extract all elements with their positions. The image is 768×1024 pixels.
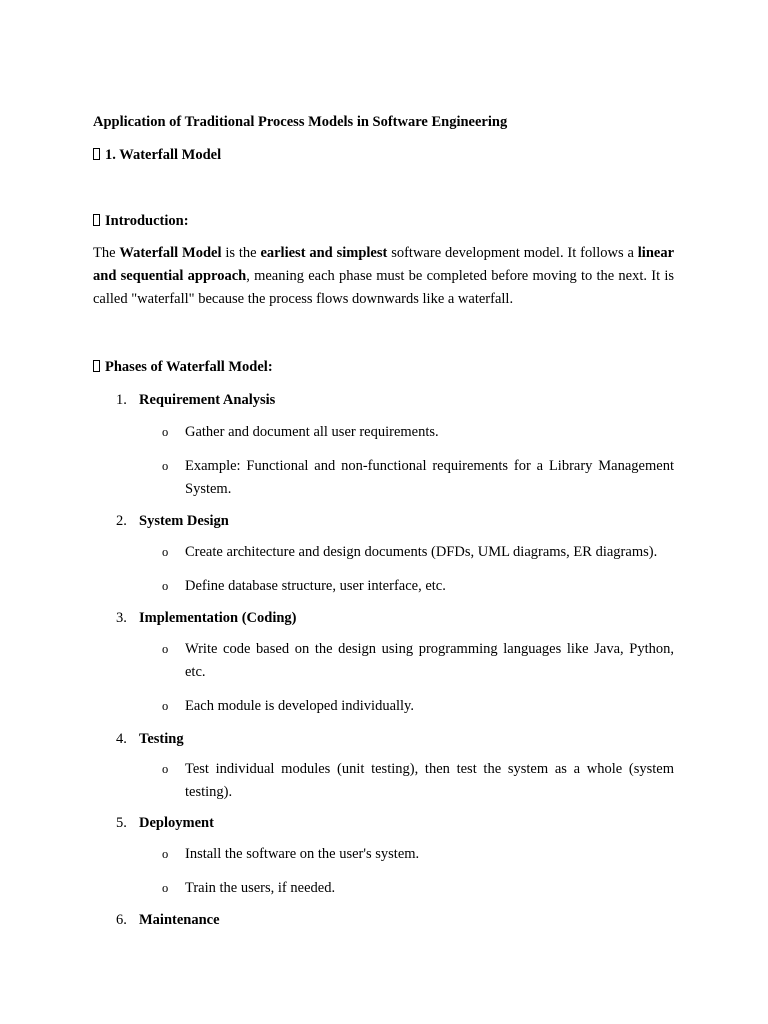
intro-bold-term: Waterfall Model (119, 245, 222, 261)
phase-title: Testing (139, 731, 184, 747)
intro-text: is the (221, 245, 261, 261)
section-heading (93, 145, 674, 165)
phase-item (93, 511, 674, 598)
bullet-icon: o (162, 579, 169, 593)
intro-text: , meaning each phase must be completed before moving to the next. It is called "waterfall" because the process flows downwards like a waterfall. (93, 268, 674, 307)
missing-glyph-icon (93, 360, 100, 372)
phase-title: Implementation (Coding) (139, 610, 297, 626)
phase-subitem (139, 455, 674, 501)
bullet-icon: o (162, 545, 169, 559)
phase-subitem-text: Define database structure, user interface, etc. (185, 578, 446, 594)
intro-bold-term: earliest and simplest (260, 245, 388, 261)
phase-sublist (139, 843, 674, 900)
intro-heading (93, 211, 674, 231)
phase-item (93, 608, 674, 718)
phase-title: Deployment (139, 815, 214, 831)
phase-title: Maintenance (139, 912, 220, 928)
phase-sublist (139, 421, 674, 501)
phase-subitem-text: Example: Functional and non-functional requirements for a Library Management System. (185, 458, 674, 497)
phase-number: 3. (116, 610, 127, 626)
missing-glyph-icon (93, 148, 100, 160)
bullet-icon: o (162, 699, 169, 713)
intro-heading-text: Introduction: (105, 213, 189, 229)
intro-text: software development model. It follows a (387, 245, 638, 261)
phase-subitem (139, 758, 674, 804)
phase-subitem-text: Train the users, if needed. (185, 880, 336, 896)
phase-subitem-text: Write code based on the design using programming languages like Java, Python, etc. (185, 641, 674, 680)
phases-list (93, 390, 674, 930)
missing-glyph-icon (93, 214, 100, 226)
phase-subitem (139, 877, 674, 900)
phases-heading (93, 357, 674, 377)
phase-title: Requirement Analysis (139, 392, 276, 408)
intro-text: The (93, 245, 120, 261)
phase-item (93, 729, 674, 804)
phase-item (93, 390, 674, 501)
document-title: Application of Traditional Process Models in Software Engineering (93, 114, 508, 130)
phase-subitem-text: Test individual modules (unit testing), then test the system as a whole (system testing). (185, 761, 674, 800)
phase-number: 4. (116, 731, 127, 747)
document-content (93, 112, 674, 930)
phase-subitem (139, 421, 674, 444)
bullet-icon: o (162, 425, 169, 439)
bullet-icon: o (162, 762, 169, 776)
phase-subitem (139, 575, 674, 598)
phase-number: 1. (116, 392, 127, 408)
phase-title: System Design (139, 513, 229, 529)
phase-subitem-text: Each module is developed individually. (185, 698, 414, 714)
phase-number: 2. (116, 513, 127, 529)
bullet-icon: o (162, 459, 169, 473)
bullet-icon: o (162, 642, 169, 656)
phase-item (93, 910, 674, 930)
phase-subitem (139, 638, 674, 684)
phase-subitem-text: Create architecture and design documents (DFDs, UML diagrams, ER diagrams). (185, 544, 658, 560)
intro-bold-term: linear and sequential approach (93, 245, 675, 284)
bullet-icon: o (162, 847, 169, 861)
section-heading-text: 1. Waterfall Model (105, 147, 222, 163)
phase-item (93, 813, 674, 900)
phase-sublist (139, 541, 674, 598)
bullet-icon: o (162, 881, 169, 895)
phases-heading-text: Phases of Waterfall Model: (105, 359, 273, 375)
phase-subitem-text: Install the software on the user's system. (185, 846, 420, 862)
phase-number: 5. (116, 815, 127, 831)
phase-subitem-text: Gather and document all user requirements. (185, 424, 439, 440)
phase-subitem (139, 843, 674, 866)
phase-sublist (139, 638, 674, 718)
phase-sublist (139, 758, 674, 804)
phase-number: 6. (116, 912, 127, 928)
intro-paragraph (93, 242, 674, 311)
phase-subitem (139, 541, 674, 564)
phase-subitem (139, 695, 674, 718)
